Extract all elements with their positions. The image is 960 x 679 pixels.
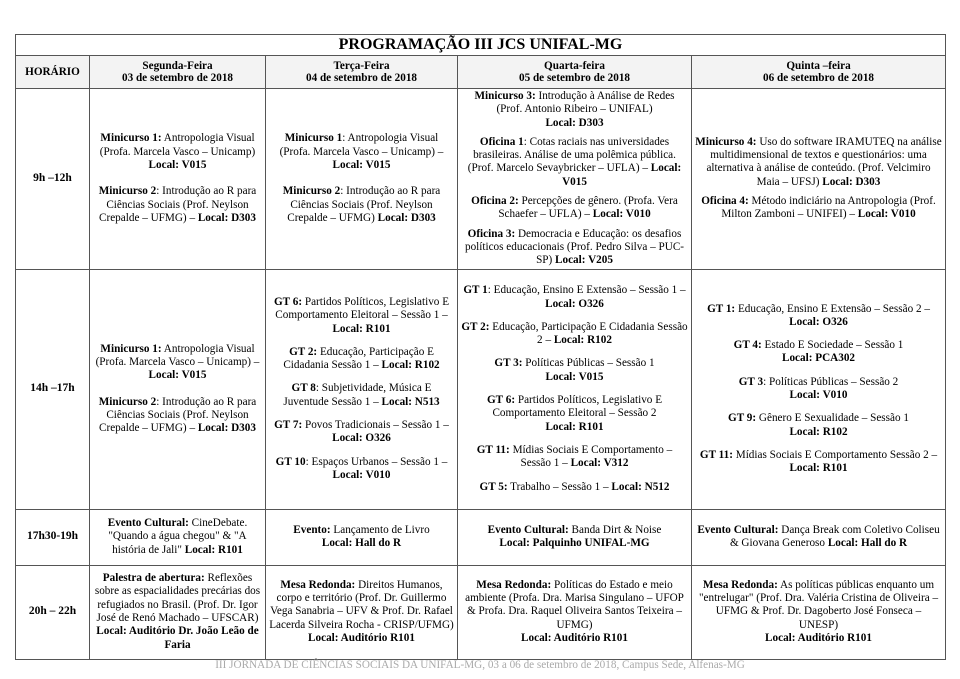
event-local: Local: D303 <box>197 422 256 435</box>
event-local: Local: Auditório R101 <box>765 632 872 644</box>
cell-monday-night <box>90 565 266 659</box>
schedule-row-evening <box>16 509 946 565</box>
event-item <box>461 444 688 471</box>
event-local: Local: Hall do R <box>321 537 402 550</box>
event-local: Local: R101 <box>184 543 243 556</box>
event-item <box>269 132 454 172</box>
event-label: GT 10 <box>275 455 306 468</box>
header-day-tuesday <box>266 56 458 89</box>
event-label: Oficina 1 <box>479 135 524 148</box>
header-day-wednesday <box>458 56 692 89</box>
event-local: Local: D303 <box>545 116 604 129</box>
event-label: GT 9: <box>728 412 757 425</box>
cell-tuesday-evening <box>266 509 458 565</box>
event-text: Lançamento de Livro <box>330 523 430 536</box>
cell-tuesday-night <box>266 565 458 659</box>
event-text: Método indiciário na Antropologia (Prof. Milton Zamboni – UNIFEI) – <box>721 195 936 221</box>
event-label: Mesa Redonda: <box>280 578 356 591</box>
schedule-table <box>15 34 946 660</box>
event-text: Estado E Sociedade – Sessão 1 <box>761 339 904 352</box>
time-slot: 17h30-19h <box>16 509 90 565</box>
event-label: Oficina 3: <box>467 227 516 240</box>
event-text: Partidos Políticos, Legislativo E Comportamento Eleitoral – Sessão 2 <box>492 394 663 420</box>
event-local: Local: R101 <box>332 322 391 335</box>
event-label: Palestra de abertura: <box>102 572 205 585</box>
event-local: Local: D303 <box>197 211 256 224</box>
day-name: Quarta-feira <box>544 60 605 72</box>
event-text: Educação, Participação E Cidadania Sessão 2 – <box>489 320 688 347</box>
event-text: : Políticas Públicas – Sessão 2 <box>763 375 899 388</box>
event-label: GT 6: <box>486 394 516 407</box>
event-item <box>93 396 262 436</box>
cell-tuesday-afternoon <box>266 269 458 509</box>
event-item <box>461 321 688 348</box>
event-local: Local: Palquinho UNIFAL-MG <box>499 537 650 550</box>
event-text: Antropologia Visual (Profa. Marcela Vasco – Unicamp) – <box>95 342 260 368</box>
event-item <box>269 296 454 336</box>
cell-thursday-morning <box>692 89 946 270</box>
event-text: Partidos Políticos, Legislativo E Comportamento Eleitoral – Sessão 1 – <box>275 295 450 322</box>
event-text: Mídias Sociais E Comportamento – Sessão 1 – <box>509 443 673 470</box>
event-item <box>269 185 454 225</box>
event-text: Educação, Ensino E Extensão – Sessão 2 – <box>735 302 930 315</box>
event-label: Minicurso 1 <box>284 132 343 145</box>
event-text: Mídias Sociais E Comportamento Sessão 2 – <box>732 448 938 461</box>
event-item <box>93 132 262 172</box>
event-local: Local: Hall do R <box>827 537 908 550</box>
event-label: GT 2: <box>289 345 318 358</box>
event-text: Políticas Públicas – Sessão 1 <box>522 357 655 370</box>
event-item <box>461 195 688 222</box>
event-label: Minicurso 2 <box>98 185 157 198</box>
event-label: Oficina 2: <box>471 195 519 208</box>
event-local: Local: N512 <box>611 480 670 493</box>
event-item <box>461 394 688 434</box>
time-slot: 9h –12h <box>16 89 90 270</box>
event-text: Percepções de gênero. (Profa. Vera Schaefer – UFLA) – <box>498 195 678 221</box>
event-label: GT 11: <box>699 448 733 461</box>
cell-wednesday-afternoon <box>458 269 692 509</box>
event-text: As políticas públicas enquanto um "entrelugar" (Prof. Dra. Valéria Cristina de Oliveira – UFMG & Prof. Dr. Dagoberto José Fonseca – UNESP) <box>698 578 939 631</box>
event-text: CineDebate. "Quando a água chegou" & "A história de Jali" <box>108 517 248 556</box>
schedule-row-afternoon <box>16 269 946 509</box>
event-item <box>461 357 688 384</box>
cell-thursday-night <box>692 565 946 659</box>
event-local: Local: D303 <box>822 175 881 188</box>
event-text: Introdução à Análise de Redes (Prof. Antonio Ribeiro – UNIFAL) <box>496 90 675 116</box>
event-text: : Subjetividade, Música E Juventude Sessão 1 – <box>283 382 432 408</box>
page-title: PROGRAMAÇÃO III JCS UNIFAL-MG <box>16 35 946 56</box>
event-text: : Educação, Ensino E Extensão – Sessão 1 – <box>487 284 686 297</box>
event-local: Local: O326 <box>789 315 848 328</box>
header-day-thursday <box>692 56 946 89</box>
event-local: Local: D303 <box>377 211 436 224</box>
event-label: GT 2: <box>461 320 490 333</box>
event-local: Local: V010 <box>789 389 848 402</box>
event-text: Dança Break com Coletivo Coliseu & Giovana Generoso <box>729 523 940 550</box>
event-label: GT 8 <box>291 382 316 395</box>
event-local: Local: V010 <box>592 208 651 221</box>
event-local: Local: R101 <box>545 420 604 433</box>
event-label: Evento Cultural: <box>107 517 189 530</box>
event-label: Mesa Redonda: <box>702 578 778 591</box>
event-item <box>695 449 942 476</box>
event-local: Local: R102 <box>553 334 612 347</box>
event-local: Local: V015 <box>148 158 207 171</box>
cell-wednesday-night <box>458 565 692 659</box>
event-text: Banda Dirt & Noise <box>568 523 662 536</box>
event-item <box>695 412 942 439</box>
event-item <box>695 339 942 366</box>
event-label: Minicurso 2 <box>98 395 157 408</box>
cell-wednesday-morning <box>458 89 692 270</box>
schedule-row-morning <box>16 89 946 270</box>
cell-thursday-afternoon <box>692 269 946 509</box>
day-date: 06 de setembro de 2018 <box>762 72 875 84</box>
day-name: Segunda-Feira <box>142 60 213 72</box>
event-text: Uso do software IRAMUTEQ na análise multidimensional de textos e questionários: uma alternativa à análise de conteúdo. (Prof. Velcimiro Maia – UFSJ) <box>706 135 942 188</box>
event-text: : Introdução ao R para Ciências Sociais (Prof. Neylson Crepalde – UFMG) – <box>99 395 257 435</box>
event-text: : Espaços Urbanos – Sessão 1 – <box>305 455 448 468</box>
event-local: Local: V015 <box>562 162 682 188</box>
event-item <box>269 419 454 446</box>
event-label: Oficina 4: <box>701 195 749 208</box>
event-local: Local: R102 <box>789 425 848 438</box>
event-item <box>461 90 688 130</box>
event-local: Local: R102 <box>381 359 440 372</box>
event-text: Povos Tradicionais – Sessão 1 – <box>302 419 449 431</box>
schedule-row-night <box>16 565 946 659</box>
time-slot: 14h –17h <box>16 269 90 509</box>
event-label: Evento: <box>293 523 331 536</box>
event-label: GT 5: <box>479 480 508 493</box>
cell-monday-evening <box>90 509 266 565</box>
day-name: Terça-Feira <box>333 60 390 72</box>
event-local: Local: PCA302 <box>781 352 856 365</box>
event-item <box>695 303 942 330</box>
event-item <box>269 456 454 483</box>
event-text: Reflexões sobre as espacialidades precárias dos refugiados no Brasil. (Prof. Dr. Igor José de Renó Machado – UFSCAR) <box>94 572 261 625</box>
event-item <box>93 343 262 383</box>
event-local: Local: V312 <box>570 457 629 470</box>
event-local: Local: V015 <box>148 369 207 382</box>
event-text: Democracia e Educação: os desafios políticos educacionais (Prof. Pedro Silva – PUC-SP) <box>464 227 685 267</box>
cell-tuesday-morning <box>266 89 458 270</box>
event-local: Local: R101 <box>789 462 848 475</box>
event-label: Minicurso 4: <box>695 135 757 148</box>
event-item <box>695 376 942 403</box>
event-label: GT 3 <box>738 375 764 388</box>
cell-monday-afternoon <box>90 269 266 509</box>
event-label: GT 1 <box>463 284 488 297</box>
event-item <box>695 136 942 189</box>
event-label: Minicurso 2 <box>282 185 341 198</box>
event-item <box>461 284 688 311</box>
time-slot: 20h – 22h <box>16 565 90 659</box>
event-text: : Antropologia Visual (Profa. Marcela Vasco – Unicamp) – <box>279 132 444 158</box>
event-text: Direitos Humanos, corpo e território (Prof. Dr. Guillermo Vega Sanabria – UFV & Prof. Dr. Rafael Lacerda Silveira Rocha - CRISP/UFMG) <box>269 578 454 631</box>
event-item <box>461 136 688 189</box>
day-date: 05 de setembro de 2018 <box>518 72 631 84</box>
day-name: Quinta –feira <box>786 60 851 72</box>
header-row <box>16 56 946 89</box>
event-item <box>269 346 454 373</box>
event-label: Evento Cultural: <box>697 523 779 536</box>
event-text: Gênero E Sexualidade – Sessão 1 <box>756 412 909 425</box>
event-label: Minicurso 1: <box>100 132 162 145</box>
page-footer: III JORNADA DE CIÊNCIAS SOCIAIS DA UNIFAL-MG, 03 a 06 de setembro de 2018, Campus Sede, Alfenas-MG <box>215 659 745 671</box>
event-local: Local: O326 <box>332 432 391 445</box>
event-label: GT 11: <box>476 443 510 456</box>
event-local: Local: O326 <box>545 297 604 310</box>
event-local: Local: Auditório Dr. João Leão de Faria <box>96 625 259 651</box>
event-item <box>93 185 262 225</box>
day-date: 04 de setembro de 2018 <box>305 72 418 84</box>
event-item <box>461 481 688 494</box>
event-text: : Cotas raciais nas universidades brasileiras. Análise de uma polêmica pública. (Prof. Marcelo Sevaybricker – UFLA) – <box>467 135 676 175</box>
event-text: Educação, Participação E Cidadania Sessão 1 – <box>283 345 434 372</box>
event-local: Local: N513 <box>381 395 440 408</box>
event-local: Local: V010 <box>857 208 916 221</box>
event-item <box>461 228 688 268</box>
event-label: GT 6: <box>273 295 303 308</box>
event-text: : Introdução ao R para Ciências Sociais (Prof. Neylson Crepalde – UFMG) – <box>99 185 257 224</box>
event-text: Trabalho – Sessão 1 – <box>507 480 612 493</box>
event-label: Evento Cultural: <box>487 523 569 536</box>
event-item <box>695 195 942 222</box>
day-date: 03 de setembro de 2018 <box>121 72 234 84</box>
event-local: Local: V010 <box>332 468 391 481</box>
event-label: GT 7: <box>274 419 303 431</box>
event-label: GT 4: <box>733 339 762 352</box>
cell-thursday-evening <box>692 509 946 565</box>
event-text: Políticas do Estado e meio ambiente (Profa. Dra. Marisa Singulano – UFOP & Profa. Dra. Raquel Oliveira Santos Teixeira – UFMG) <box>465 578 684 631</box>
event-local: Local: V205 <box>555 254 613 267</box>
event-local: Local: V015 <box>545 370 604 383</box>
event-local: Local: Auditório R101 <box>308 632 415 644</box>
event-label: Minicurso 3: <box>474 90 536 102</box>
event-label: GT 3: <box>494 357 523 370</box>
event-label: Mesa Redonda: <box>476 578 552 591</box>
event-item <box>269 382 454 409</box>
event-label: Minicurso 1: <box>100 342 162 355</box>
event-text: : Introdução ao R para Ciências Sociais (Prof. Neylson Crepalde – UFMG) <box>287 185 441 224</box>
event-label: GT 1: <box>707 302 736 315</box>
event-local: Local: Auditório R101 <box>521 632 628 644</box>
event-text: Antropologia Visual (Profa. Marcela Vasco – Unicamp) <box>99 132 256 158</box>
header-day-monday <box>90 56 266 89</box>
event-local: Local: V015 <box>332 158 391 171</box>
header-horario: HORÁRIO <box>16 56 90 89</box>
cell-wednesday-evening <box>458 509 692 565</box>
cell-monday-morning <box>90 89 266 270</box>
